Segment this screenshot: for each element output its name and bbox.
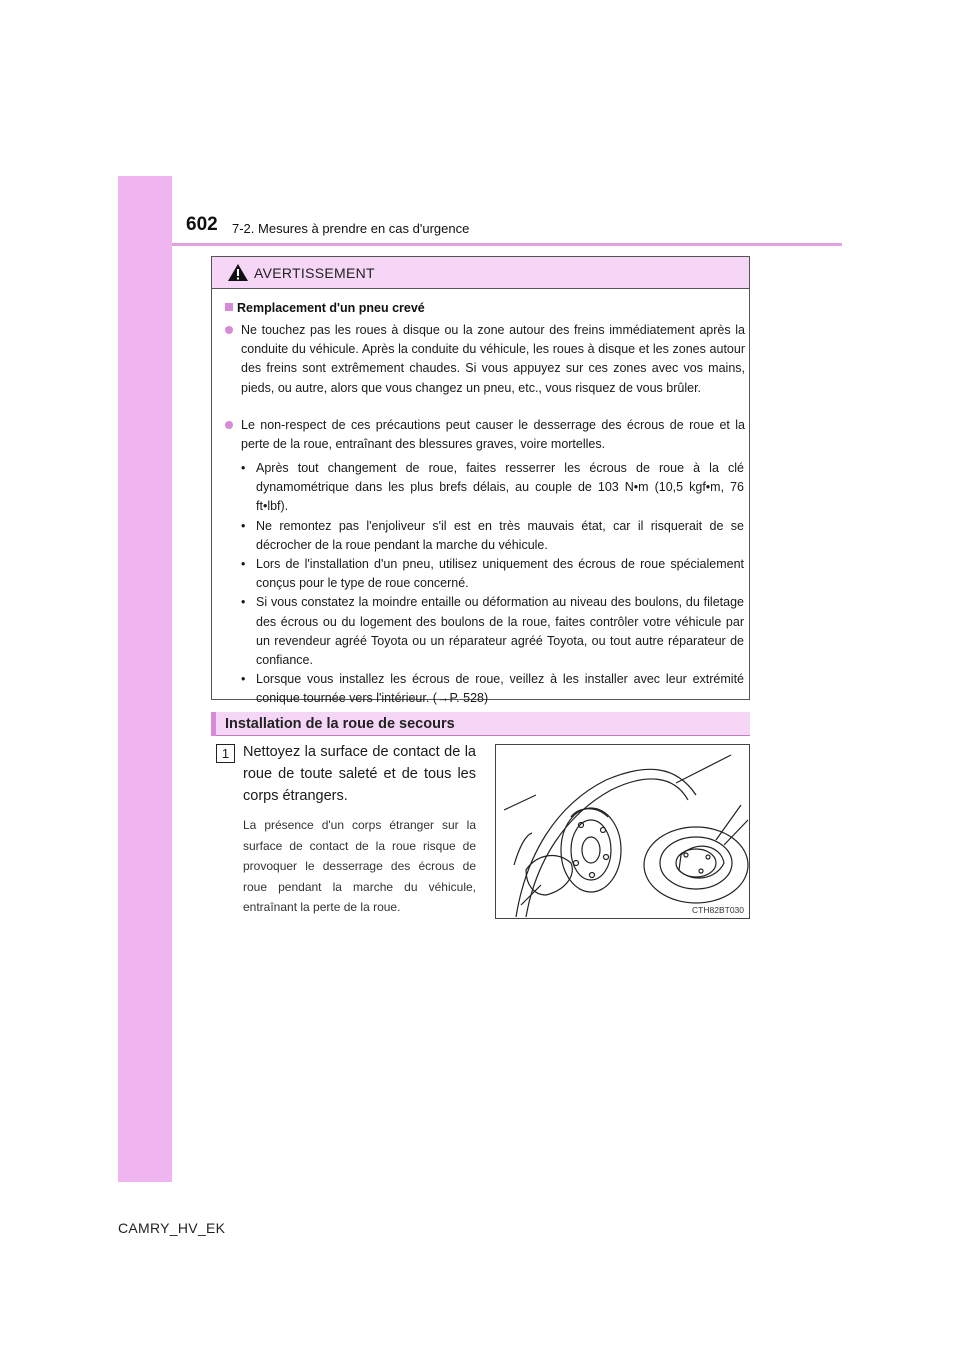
header-divider	[172, 243, 842, 246]
side-tab	[118, 176, 172, 1182]
warning-title: AVERTISSEMENT	[254, 265, 375, 281]
model-code: CAMRY_HV_EK	[118, 1220, 226, 1236]
list-item: • Lorsque vous installez les écrous de roue, veillez à les installer avec leur extrémité conique tournée vers l'intérieur. (→P. 528)	[241, 672, 744, 706]
circle-bullet-icon	[225, 421, 233, 429]
section-heading-bar	[211, 712, 750, 736]
warning-header	[212, 257, 749, 289]
list-item: • Si vous constatez la moindre entaille ou déformation au niveau des boulons, du filetage des écrous ou du logement des boulons de la roue, faites contrôler votre véhicule par un revendeur agréé Toyota ou un réparateur agréé Toyota, ou tout autre réparateur de confiance.	[241, 595, 744, 668]
step-number: 1	[216, 744, 235, 763]
warning-section-heading: Remplacement d'un pneu crevé	[225, 301, 425, 315]
wheel-cleaning-illustration	[495, 744, 750, 919]
chapter-title: 7-2. Mesures à prendre en cas d'urgence	[232, 221, 470, 236]
list-item: • Ne remontez pas l'enjoliveur s'il est en très mauvais état, car il risquerait de se décrocher de la roue pendant la marche du véhicule.	[241, 518, 744, 552]
circle-bullet-icon	[225, 326, 233, 334]
square-bullet-icon	[225, 303, 233, 311]
warning-bullet: Ne touchez pas les roues à disque ou la zone autour des freins immédiatement après la conduite du véhicule. Après la conduite du véhicule, les roues à disque et les zones autour des freins sont extrêmement chaudes. Si vous appuyez sur ces zones avec vos mains, pieds, ou autre, alors que vous changez un pneu, etc., vous risquez de vous brûler.	[225, 321, 745, 398]
step-note: La présence d'un corps étranger sur la surface de contact de la roue risque de provoquer le desserrage des écrous de roue pendant la marche du véhicule, entraînant la perte de la roue.	[243, 818, 476, 915]
section-accent	[211, 712, 216, 736]
page-number: 602	[186, 214, 218, 235]
figure-code: CTH82BT030	[692, 905, 744, 915]
warning-triangle-icon	[227, 263, 249, 287]
wheel-hub-drawing	[496, 745, 749, 918]
warning-bullet: Le non-respect de ces précautions peut causer le desserrage des écrous de roue et la perte de la roue, entraînant des blessures graves, voire mortelles.	[225, 416, 745, 454]
step-instruction: Nettoyez la surface de contact de la roue de toute saleté et de tous les corps étrangers.	[243, 744, 476, 804]
list-item: • Lors de l'installation d'un pneu, utilisez uniquement des écrous de roue spécialement conçus pour le type de roue concerné.	[241, 557, 744, 591]
section-title: Installation de la roue de secours	[225, 716, 455, 732]
list-item: • Après tout changement de roue, faites resserrer les écrous de roue à la clé dynamométrique dans les plus brefs délais, au couple de 103 N•m (10,5 kgf•m, 76 ft•lbf).	[241, 461, 744, 514]
warning-sublist	[241, 459, 744, 709]
warning-box	[211, 256, 750, 706]
